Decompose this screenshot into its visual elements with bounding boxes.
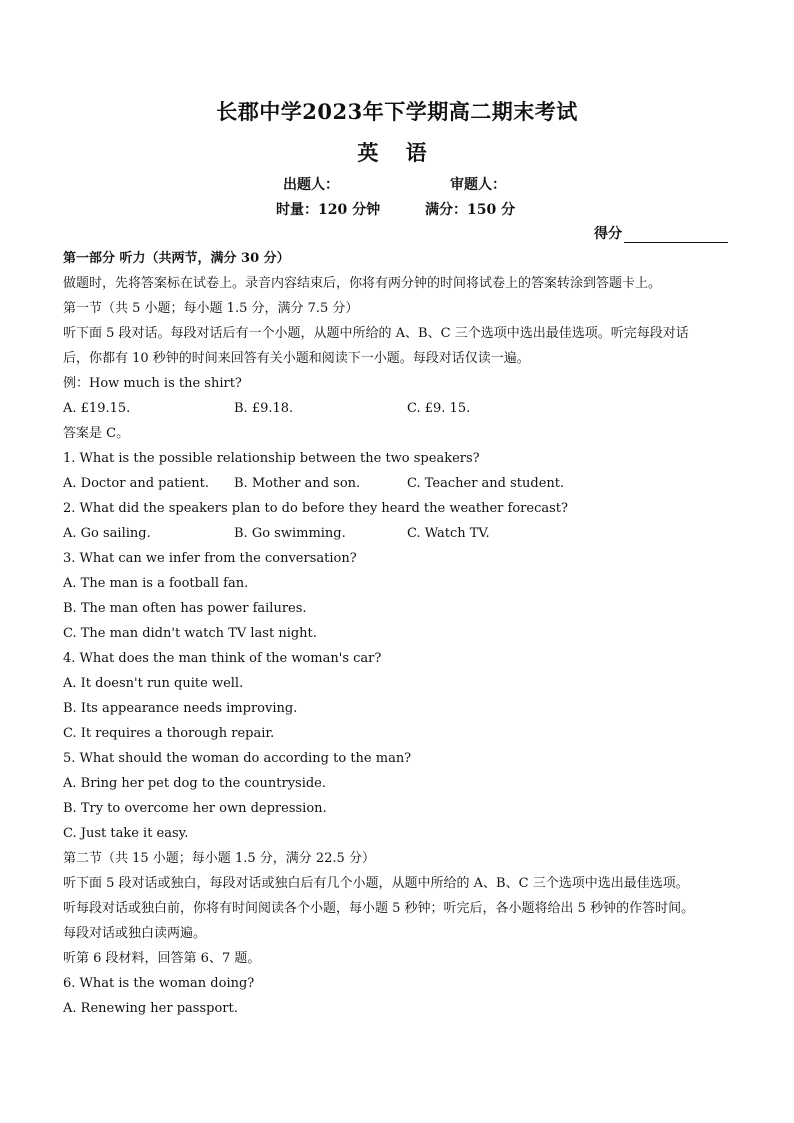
question-text: 2. What did the speakers plan to do before they heard the weather forecast? [63, 501, 568, 516]
option-a: A. It doesn't run quite well. [63, 676, 244, 691]
section2-instruction-1: 听下面 5 段对话或独白，每段对话或独白后有几个小题，从题中所给的 A、B、C 三个选项中选出最佳选项。 [63, 876, 689, 891]
section2-instruction-2: 听每段对话或独白前，你将有时间阅读各个小题，每小题 5 秒钟；听完后，各小题将给出 5 秒钟的作答时间。 [63, 901, 695, 916]
option-b: B. Mother and son. [234, 476, 361, 491]
example-options [63, 396, 743, 421]
option-b: B. Try to overcome her own depression. [63, 801, 327, 816]
question-options [63, 471, 743, 496]
option-c: C. Just take it easy. [63, 826, 189, 841]
example-answer: 答案是 C。 [63, 426, 130, 441]
section1-instruction-1: 听下面 5 段对话。每段对话后有一个小题，从题中所给的 A、B、C 三个选项中选出最佳选项。听完每段对话 [63, 326, 689, 341]
question-text: 4. What does the man think of the woman's car? [63, 651, 382, 666]
option-a: A. Renewing her passport. [63, 1001, 238, 1016]
exam-body [63, 246, 743, 1021]
question-text: 1. What is the possible relationship between the two speakers? [63, 451, 480, 466]
option-b: B. Go swimming. [234, 526, 346, 541]
section1-heading: 第一节（共 5 小题；每小题 1.5 分，满分 7.5 分） [63, 301, 359, 316]
example-option-b: B. £9.18. [234, 401, 294, 416]
question-text: 3. What can we infer from the conversation? [63, 551, 357, 566]
question-text: 5. What should the woman do according to the man? [63, 751, 412, 766]
time-limit: 时量：120 分钟 [276, 202, 381, 218]
example-option-c: C. £9. 15. [407, 401, 471, 416]
setter-label: 出题人： [283, 177, 339, 193]
material-6-label: 听第 6 段材料，回答第 6、7 题。 [63, 951, 261, 966]
score-field [594, 223, 728, 243]
option-a: A. Doctor and patient. [63, 476, 210, 491]
option-a: A. Bring her pet dog to the countryside. [63, 776, 327, 791]
reviewer-label: 审题人： [450, 177, 506, 193]
score-blank[interactable] [624, 226, 728, 243]
question-options [63, 521, 743, 546]
full-score: 满分：150 分 [425, 202, 516, 218]
subject-title: 英 语 [357, 140, 437, 165]
example-option-a: A. £19.15. [63, 401, 131, 416]
option-c: C. Watch TV. [407, 526, 490, 541]
section2-heading: 第二节（共 15 小题；每小题 1.5 分，满分 22.5 分） [63, 851, 375, 866]
part1-instruction: 做题时，先将答案标在试卷上。录音内容结束后，你将有两分钟的时间将试卷上的答案转涂到答题卡上。 [63, 276, 662, 291]
example-question: 例：How much is the shirt? [63, 376, 242, 391]
question-text: 6. What is the woman doing? [63, 976, 255, 991]
option-a: A. The man is a football fan. [63, 576, 249, 591]
option-a: A. Go sailing. [63, 526, 151, 541]
option-c: C. The man didn't watch TV last night. [63, 626, 317, 641]
section1-instruction-2: 后，你都有 10 秒钟的时间来回答有关小题和阅读下一小题。每段对话仅读一遍。 [63, 351, 530, 366]
part1-heading: 第一部分 听力（共两节，满分 30 分） [63, 251, 290, 266]
section2-instruction-3: 每段对话或独白读两遍。 [63, 926, 207, 941]
option-b: B. The man often has power failures. [63, 601, 307, 616]
option-c: C. It requires a thorough repair. [63, 726, 275, 741]
score-label: 得分 [594, 226, 622, 242]
exam-title: 长郡中学2023年下学期高二期末考试 [216, 99, 578, 124]
option-c: C. Teacher and student. [407, 476, 565, 491]
option-b: B. Its appearance needs improving. [63, 701, 298, 716]
